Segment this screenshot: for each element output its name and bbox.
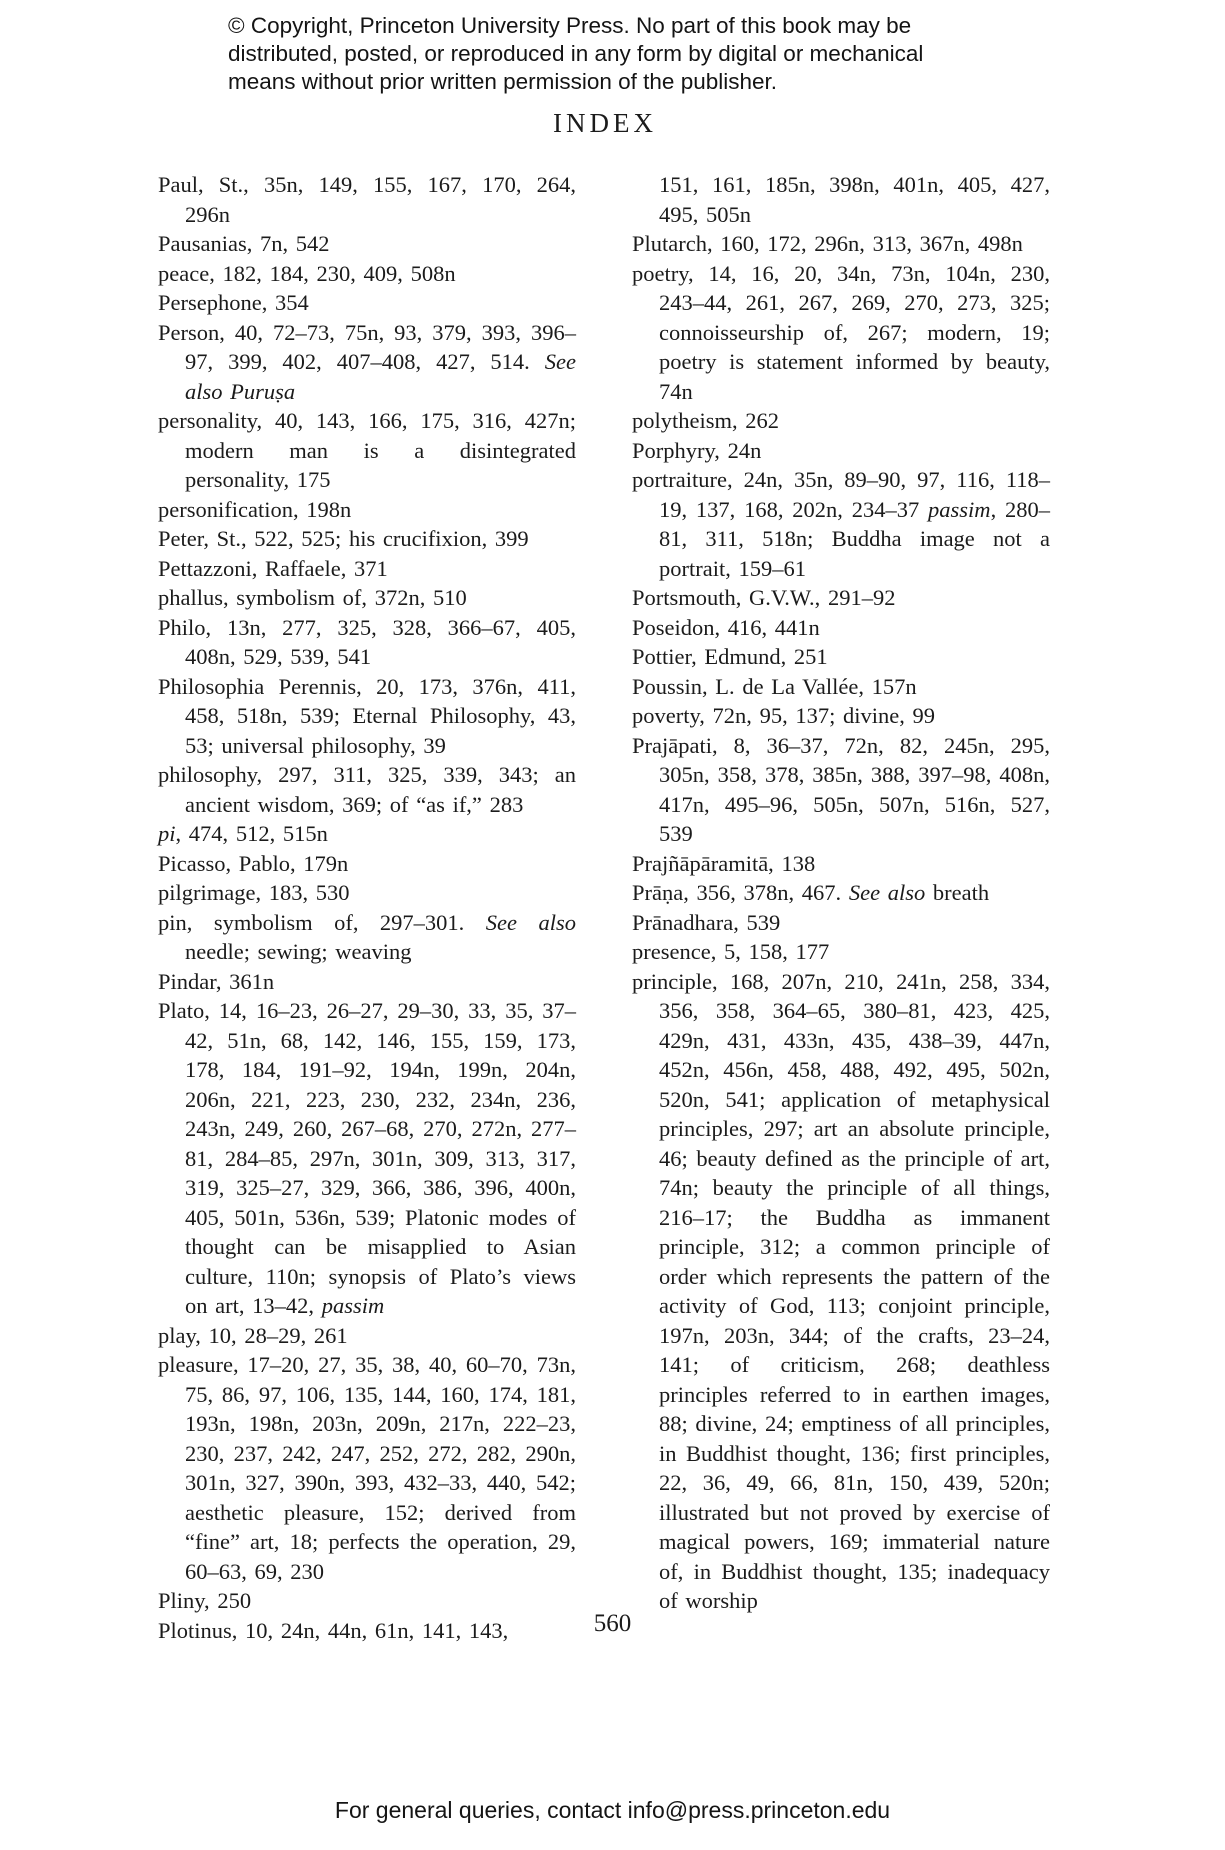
index-entry-italic-text: See also xyxy=(485,909,576,935)
index-entry-text: Person, 40, 72–73, 75n, 93, 379, 393, 396–97, 399, 402, 407–408, 427, 514. xyxy=(158,319,576,374)
index-entry xyxy=(632,613,1050,643)
index-entry-italic-text: See also Puruṣa xyxy=(185,349,576,404)
index-entry xyxy=(158,672,576,761)
index-entry xyxy=(158,406,576,495)
index-entry xyxy=(158,1321,576,1351)
index-entry-text: pin, symbolism of, 297–301. xyxy=(158,909,486,935)
index-entry-text: Pindar, 361n xyxy=(158,968,275,994)
index-entry xyxy=(158,229,576,259)
index-entry-text: Pliny, 250 xyxy=(158,1588,252,1613)
index-entry xyxy=(632,731,1050,849)
index-entry xyxy=(158,495,576,525)
index-entry xyxy=(632,436,1050,466)
index-entry xyxy=(632,229,1050,259)
index-entry xyxy=(632,849,1050,879)
index-entry-text: personality, 40, 143, 166, 175, 316, 427n; modern man is a disintegrated personality, 175 xyxy=(158,408,576,492)
footer-contact: For general queries, contact info@press.princeton.edu xyxy=(334,1797,891,1823)
index-entry-text: Paul, St., 35n, 149, 155, 167, 170, 264, 296n xyxy=(158,172,576,227)
index-entry-text: Pottier, Edmund, 251 xyxy=(632,644,828,669)
index-entry-text: Picasso, Pablo, 179n xyxy=(158,850,349,876)
index-entry xyxy=(632,908,1050,938)
index-entry xyxy=(632,465,1050,583)
index-entry-text: breath xyxy=(925,880,990,905)
index-entry xyxy=(158,613,576,672)
index-entry xyxy=(632,967,1050,1616)
index-entry-italic-text: passim xyxy=(321,1293,385,1318)
index-entry-text: Porphyry, 24n xyxy=(632,437,762,463)
index-column-right xyxy=(632,170,1050,1645)
index-entry xyxy=(632,937,1050,967)
index-entry xyxy=(158,583,576,613)
index-entry-text: Pausanias, 7n, 542 xyxy=(158,231,330,256)
index-entry xyxy=(158,1350,576,1586)
index-columns xyxy=(158,170,1050,1645)
index-entry-text: Prāṇa, 356, 378n, 467. xyxy=(632,880,849,905)
index-entry xyxy=(158,878,576,908)
index-entry xyxy=(632,259,1050,407)
index-entry-text: , 280–81, 311, 518n; Buddha image not a portrait, 159–61 xyxy=(659,496,1050,581)
index-entry xyxy=(632,170,1050,229)
index-entry-text: pleasure, 17–20, 27, 35, 38, 40, 60–70, 73n, 75, 86, 97, 106, 135, 144, 160, 174, 181, 193n, 198n, 203n, 209n, 217n, 222–23, 230, 237, 242, 247, 252, 272, 282, 290n, 301n, 327, 390n, 393, 432–33, 440, 542; aesthetic pleasure, 152; derived from “fine” art, 18; perfects the operation, 29, 60–63, 69, 230 xyxy=(158,1352,576,1584)
index-entry-text: Prānadhara, 539 xyxy=(632,909,781,935)
index-entry-text: Plotinus, 10, 24n, 44n, 61n, 141, 143, xyxy=(158,1617,509,1643)
index-entry-text: peace, 182, 184, 230, 409, 508n xyxy=(158,260,456,286)
index-entry xyxy=(158,554,576,584)
index-entry-text: Prajñāpāramitā, 138 xyxy=(632,850,816,876)
index-entry xyxy=(158,996,576,1321)
index-entry-text: Portsmouth, G.V.W., 291–92 xyxy=(632,585,896,610)
index-entry xyxy=(158,524,576,554)
index-entry-text: principle, 168, 207n, 210, 241n, 258, 334, 356, 358, 364–65, 380–81, 423, 425, 429n, 431, 433n, 435, 438–39, 447n, 452n, 456n, 458, 488, 492, 495, 502n, 520n, 541; application of metaphysical principles, 297; art an absolute principle, 46; beauty defined as the principle of art, 74n; beauty the principle of all things, 216–17; the Buddha as immanent principle, 312; a common principle of order which represents the pattern of the activity of God, 113; conjoint principle, 197n, 203n, 344; of the crafts, 23–24, 141; of criticism, 268; deathless principles referred to in earthen images, 88; divine, 24; emptiness of all principles, in Buddhist thought, 136; first principles, 22, 36, 49, 66, 81n, 150, 439, 520n; illustrated but not proved by exercise of magical powers, 169; immaterial nature of, in Buddhist thought, 135; inadequacy of worship xyxy=(632,968,1050,1613)
index-entry xyxy=(158,318,576,407)
index-entry-italic-text: See also xyxy=(848,880,926,905)
index-entry xyxy=(158,908,576,967)
index-entry-text: personification, 198n xyxy=(158,496,352,522)
index-entry xyxy=(158,819,576,849)
index-entry xyxy=(158,288,576,318)
index-entry xyxy=(632,878,1050,908)
index-entry xyxy=(632,642,1050,672)
index-entry xyxy=(632,583,1050,613)
page-title: INDEX xyxy=(553,108,657,138)
index-entry xyxy=(158,849,576,879)
index-entry-text: polytheism, 262 xyxy=(632,408,780,433)
index-entry-text: Pettazzoni, Raffaele, 371 xyxy=(158,555,388,581)
index-entry xyxy=(632,701,1050,731)
index-entry xyxy=(632,672,1050,702)
index-entry-text: portraiture, 24n, 35n, 89–90, 97, 116, 118–19, 137, 168, 202n, 234–37 xyxy=(632,467,1050,522)
copyright-line: distributed, posted, or reproduced in any form by digital or mechanical xyxy=(228,41,924,66)
index-entry-text: Poussin, L. de La Vallée, 157n xyxy=(632,673,917,699)
index-entry-text: Plutarch, 160, 172, 296n, 313, 367n, 498n xyxy=(632,231,1023,256)
index-entry-text: presence, 5, 158, 177 xyxy=(632,939,830,964)
copyright-line: means without prior written permission of the publisher. xyxy=(228,69,778,94)
index-entry-text: Plato, 14, 16–23, 26–27, 29–30, 33, 35, 37–42, 51n, 68, 142, 146, 155, 159, 173, 178, 184, 191–92, 194n, 199n, 204n, 206n, 221, 223, 230, 232, 234n, 236, 243n, 249, 260, 267–68, 270, 272n, 277–81, 284–85, 297n, 301n, 309, 313, 317, 319, 325–27, 329, 366, 386, 396, 400n, 405, 501n, 536n, 539; Platonic modes of thought can be misapplied to Asian culture, 110n; synopsis of Plato’s views on art, 13–42, xyxy=(158,998,576,1318)
index-entry-text: Persephone, 354 xyxy=(158,290,309,315)
index-entry xyxy=(158,760,576,819)
index-entry xyxy=(158,967,576,997)
index-entry-text: Philosophia Perennis, 20, 173, 376n, 411, 458, 518n, 539; Eternal Philosophy, 43, 53; universal philosophy, 39 xyxy=(158,673,576,758)
index-entry xyxy=(158,259,576,289)
index-entry-text: Poseidon, 416, 441n xyxy=(632,614,820,640)
index-entry-italic-text: pi xyxy=(158,821,176,846)
copyright-line: © Copyright, Princeton University Press. No part of this book may be xyxy=(228,13,912,38)
index-entry-text: philosophy, 297, 311, 325, 339, 343; an ancient wisdom, 369; of “as if,” 283 xyxy=(158,762,576,817)
index-entry-text: Peter, St., 522, 525; his crucifixion, 399 xyxy=(158,526,529,551)
index-entry-text: pilgrimage, 183, 530 xyxy=(158,880,350,905)
index-column-left xyxy=(158,170,576,1645)
index-entry-text: poverty, 72n, 95, 137; divine, 99 xyxy=(632,703,936,728)
page-number: 560 xyxy=(593,1610,632,1637)
index-entry-text: , 474, 512, 515n xyxy=(175,821,328,846)
copyright-notice xyxy=(228,12,923,96)
index-entry-text: play, 10, 28–29, 261 xyxy=(158,1322,348,1348)
index-entry-text: Philo, 13n, 277, 325, 328, 366–67, 405, 408n, 529, 539, 541 xyxy=(158,614,576,669)
index-entry-text: needle; sewing; weaving xyxy=(185,939,412,964)
index-entry-text: Prajāpati, 8, 36–37, 72n, 82, 245n, 295, 305n, 358, 378, 385n, 388, 397–98, 408n, 417n, 495–96, 505n, 507n, 516n, 527, 539 xyxy=(632,732,1050,846)
index-entry-italic-text: passim xyxy=(928,496,991,522)
index-entry xyxy=(158,170,576,229)
index-entry xyxy=(632,406,1050,436)
index-entry-text: 151, 161, 185n, 398n, 401n, 405, 427, 495, 505n xyxy=(659,172,1050,227)
index-entry-text: phallus, symbolism of, 372n, 510 xyxy=(158,585,467,610)
index-entry-text: poetry, 14, 16, 20, 34n, 73n, 104n, 230, 243–44, 261, 267, 269, 270, 273, 325; connoisseurship of, 267; modern, 19; poetry is statement informed by beauty, 74n xyxy=(632,260,1050,404)
